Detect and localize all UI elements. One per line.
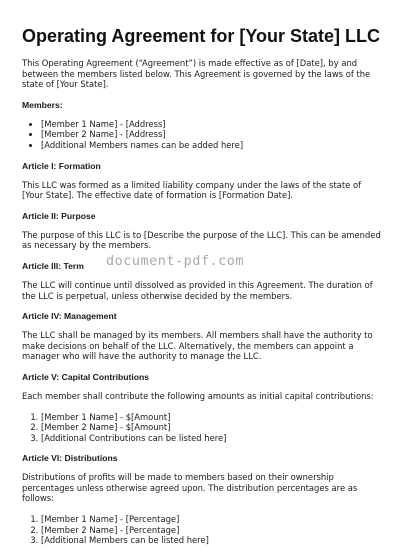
- contributions-list: [22, 412, 384, 444]
- document-page: [22, 26, 384, 556]
- list-item: 1. [Member 1 Name] - [Percentage]: [41, 514, 384, 525]
- article-1-heading: Article I: Formation: [22, 160, 101, 171]
- article-6-heading: Article VI: Distributions: [22, 453, 118, 464]
- article-2-text: The purpose of this LLC is to [Describe the purpose of the LLC]. This can be amended as necessary by the members.: [22, 229, 381, 251]
- list-item: • [Additional Members names can be added here]: [41, 140, 384, 151]
- article-4-text: The LLC shall be managed by its members. All members shall have the authority to make decisions on behalf of the LLC. Alternatively, the members can appoint a manager who will have the authority to manage the LLC.: [22, 330, 373, 362]
- document-title: Operating Agreement for [Your State] LLC: [22, 26, 381, 46]
- list-item: 2. [Member 2 Name] - $[Amount]: [41, 422, 384, 433]
- article-2-heading: Article II: Purpose: [22, 210, 96, 221]
- list-item: 3. [Additional Members can be listed here]: [41, 535, 384, 546]
- article-6-text: Distributions of profits will be made to members based on their ownership percentages unless otherwise agreed upon. The distribution percentages are as follows:: [22, 472, 358, 504]
- intro-paragraph: This Operating Agreement (“Agreement”) is made effective as of [Date], by and between the members listed below. This Agreement is governed by the laws of the state of [Your State].: [22, 58, 371, 90]
- article-5-heading: Article V: Capital Contributions: [22, 371, 150, 382]
- list-item: • [Member 2 Name] - [Address]: [41, 129, 384, 140]
- article-5-text: Each member shall contribute the following amounts as initial capital contributions:: [22, 390, 374, 401]
- article-1-text: This LLC was formed as a limited liability company under the laws of the state of [Your State]. The effective date of formation is [Formation Date].: [22, 179, 362, 201]
- distributions-list: [22, 514, 384, 546]
- watermark: document-pdf.com: [106, 253, 245, 269]
- members-heading: Members:: [22, 99, 63, 110]
- article-4-heading: Article IV: Management: [22, 311, 117, 322]
- members-list: [22, 119, 384, 151]
- article-3-heading: Article III: Term: [22, 260, 84, 271]
- article-3-text: The LLC will continue until dissolved as provided in this Agreement. The duration of the LLC is perpetual, unless otherwise decided by the members.: [22, 279, 373, 301]
- list-item: • [Member 1 Name] - [Address]: [41, 119, 384, 130]
- list-item: 3. [Additional Contributions can be listed here]: [41, 433, 384, 444]
- list-item: 2. [Member 2 Name] - [Percentage]: [41, 525, 384, 536]
- list-item: 1. [Member 1 Name] - $[Amount]: [41, 412, 384, 423]
